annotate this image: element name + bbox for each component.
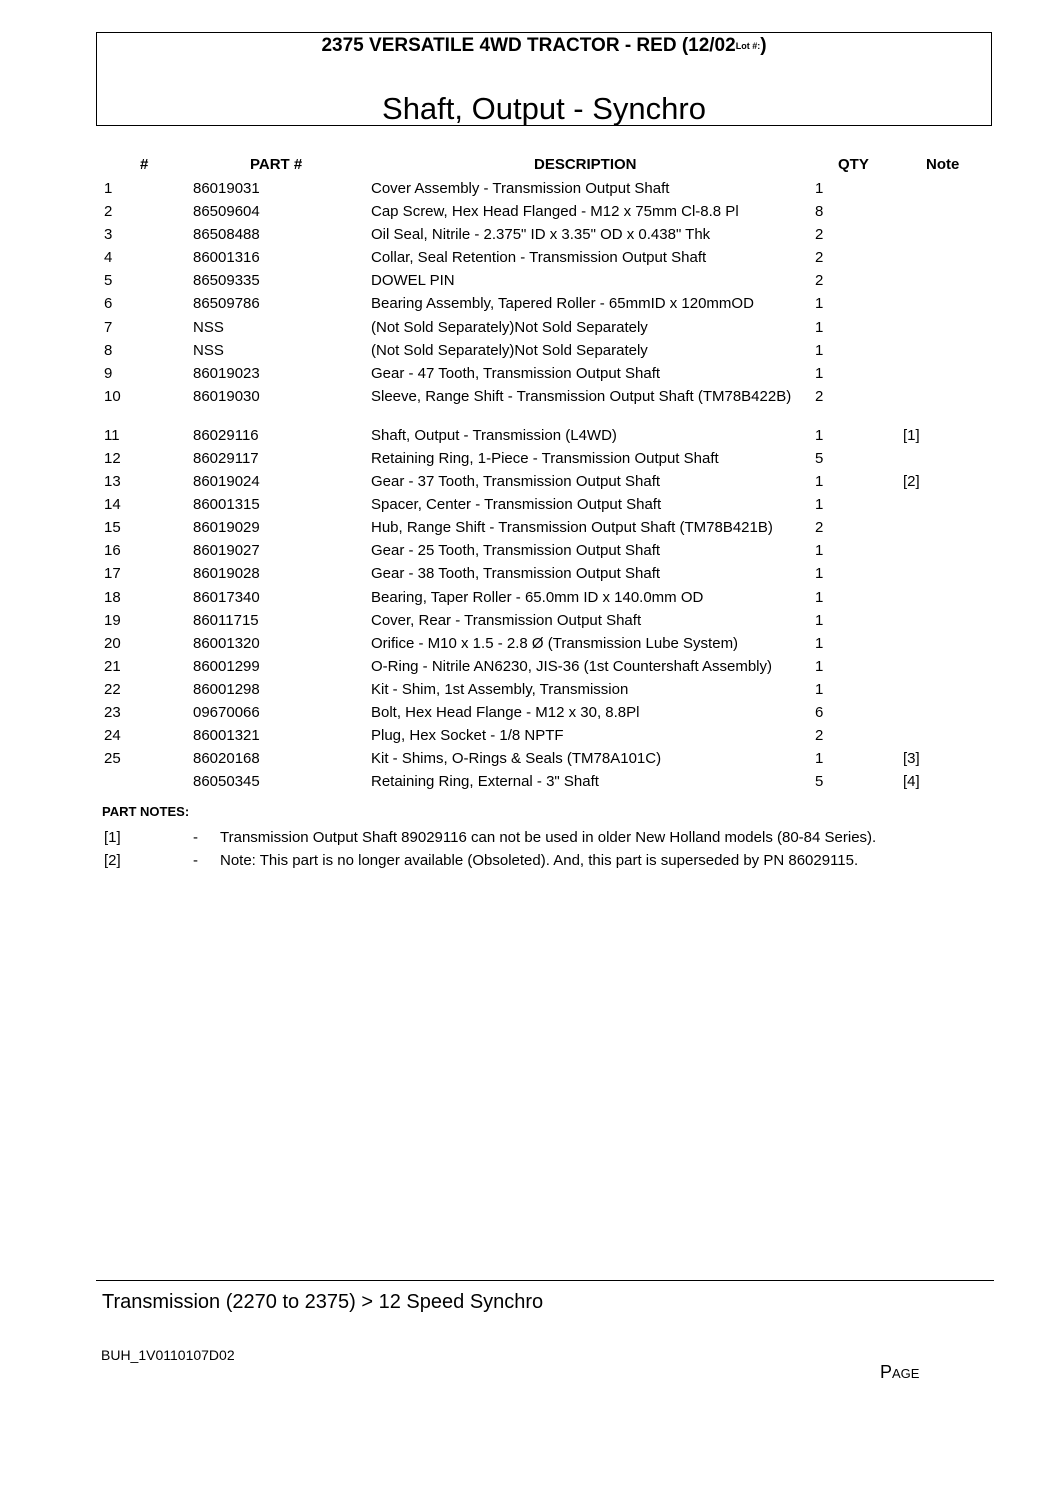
item-number: 19 xyxy=(104,611,121,629)
note-ref: [1] xyxy=(903,426,920,444)
part-description: Sleeve, Range Shift - Transmission Output Shaft (TM78B422B) xyxy=(371,387,792,405)
part-description: Retaining Ring, 1-Piece - Transmission Output Shaft xyxy=(371,449,719,467)
table-row xyxy=(0,587,1060,610)
quantity: 2 xyxy=(815,226,824,244)
item-number: 9 xyxy=(104,364,113,382)
quantity: 1 xyxy=(815,750,824,768)
part-description: (Not Sold Separately)Not Sold Separately xyxy=(371,318,648,336)
quantity: 2 xyxy=(815,727,824,745)
table-row xyxy=(0,425,1060,448)
part-description: Plug, Hex Socket - 1/8 NPTF xyxy=(371,727,564,745)
table-row xyxy=(0,771,1060,794)
item-number: 18 xyxy=(104,588,121,606)
note-row xyxy=(0,852,1060,874)
part-number: 86508488 xyxy=(193,226,260,244)
part-number: 86029117 xyxy=(193,449,259,467)
item-number: 11 xyxy=(104,426,120,444)
part-number: NSS xyxy=(193,318,224,336)
quantity: 1 xyxy=(815,364,824,382)
part-description: Cap Screw, Hex Head Flanged - M12 x 75mm Cl-8.8 Pl xyxy=(371,203,739,221)
quantity: 1 xyxy=(815,565,824,583)
quantity: 2 xyxy=(815,249,824,267)
table-row xyxy=(0,270,1060,293)
part-number: 86001320 xyxy=(193,634,260,652)
item-number: 23 xyxy=(104,703,121,721)
quantity: 5 xyxy=(815,773,824,791)
table-row xyxy=(0,748,1060,771)
part-description: Bearing Assembly, Tapered Roller - 65mmID x 120mmOD xyxy=(371,295,754,313)
footer-divider xyxy=(96,1280,994,1281)
item-number: 12 xyxy=(104,449,121,467)
part-number: 86019024 xyxy=(193,473,260,491)
part-notes-label: PART NOTES: xyxy=(102,804,190,819)
table-row xyxy=(0,363,1060,386)
quantity: 1 xyxy=(815,680,824,698)
quantity: 1 xyxy=(815,295,824,313)
page-subtitle: Shaft, Output - Synchro xyxy=(382,91,706,126)
item-number: 2 xyxy=(104,203,113,221)
note-ref: [2] xyxy=(903,473,920,491)
quantity: 1 xyxy=(815,341,824,359)
part-description: Cover Assembly - Transmission Output Shaft xyxy=(371,180,670,197)
column-header-num: # xyxy=(140,156,149,173)
part-description: Collar, Seal Retention - Transmission Output Shaft xyxy=(371,249,707,267)
quantity: 1 xyxy=(815,496,824,514)
quantity: 1 xyxy=(815,426,824,444)
column-header-qty: QTY xyxy=(838,156,869,173)
part-number: 86050345 xyxy=(193,773,260,791)
part-number: 86029116 xyxy=(193,426,259,444)
note-ref: [1] xyxy=(104,829,121,846)
item-number: 21 xyxy=(104,657,121,675)
quantity: 2 xyxy=(815,519,824,537)
table-row xyxy=(0,679,1060,702)
quantity: 1 xyxy=(815,318,824,336)
item-number: 15 xyxy=(104,519,121,537)
document-title-text: 2375 VERSATILE 4WD TRACTOR - RED (12/02 xyxy=(321,35,736,56)
item-number: 10 xyxy=(104,387,121,405)
part-number: 86017340 xyxy=(193,588,260,606)
table-row xyxy=(0,702,1060,725)
part-number: 86001321 xyxy=(193,727,260,745)
part-description: Bearing, Taper Roller - 65.0mm ID x 140.0mm OD xyxy=(371,588,704,606)
table-row xyxy=(0,178,1060,201)
column-header-note: Note xyxy=(926,156,960,173)
note-dash: - xyxy=(193,829,198,846)
quantity: 1 xyxy=(815,473,824,491)
part-number: 86019029 xyxy=(193,519,260,537)
part-description: Orifice - M10 x 1.5 - 2.8 Ø (Transmission Lube System) xyxy=(371,634,739,652)
part-number: 86001315 xyxy=(193,496,260,514)
part-number: 86011715 xyxy=(193,611,259,629)
item-number: 3 xyxy=(104,226,113,244)
quantity: 1 xyxy=(815,542,824,560)
table-row xyxy=(0,656,1060,679)
note-row xyxy=(0,829,1060,851)
table-row xyxy=(0,201,1060,224)
quantity: 2 xyxy=(815,272,824,290)
table-row xyxy=(0,386,1060,425)
part-number: 86001299 xyxy=(193,657,260,675)
page-label: Page xyxy=(880,1362,920,1382)
item-number: 24 xyxy=(104,727,121,745)
column-header-part: PART # xyxy=(250,156,303,173)
part-description: Gear - 25 Tooth, Transmission Output Shaft xyxy=(371,542,661,560)
item-number: 1 xyxy=(104,180,113,197)
part-description: Cover, Rear - Transmission Output Shaft xyxy=(371,611,642,629)
table-row xyxy=(0,610,1060,633)
quantity: 1 xyxy=(815,657,824,675)
item-number: 4 xyxy=(104,249,113,267)
part-number: 09670066 xyxy=(193,703,260,721)
part-number: 86019027 xyxy=(193,542,260,560)
part-description: Shaft, Output - Transmission (L4WD) xyxy=(371,426,617,444)
item-number: 20 xyxy=(104,634,121,652)
note-ref: [4] xyxy=(903,773,920,791)
part-number: NSS xyxy=(193,341,224,359)
document-title xyxy=(97,35,991,57)
quantity: 2 xyxy=(815,387,824,405)
part-number: 86509335 xyxy=(193,272,260,290)
header-box xyxy=(96,32,992,126)
quantity: 1 xyxy=(815,634,824,652)
part-number: 86509604 xyxy=(193,203,260,221)
part-number: 86019028 xyxy=(193,565,260,583)
part-description: O-Ring - Nitrile AN6230, JIS-36 (1st Countershaft Assembly) xyxy=(371,657,772,675)
part-description: Oil Seal, Nitrile - 2.375" ID x 3.35" OD x 0.438" Thk xyxy=(371,226,711,244)
part-number: 86509786 xyxy=(193,295,260,313)
quantity: 8 xyxy=(815,203,824,221)
item-number: 25 xyxy=(104,750,121,768)
part-number: 86019023 xyxy=(193,364,260,382)
part-number: 86001316 xyxy=(193,249,260,267)
part-description: Spacer, Center - Transmission Output Shaft xyxy=(371,496,662,514)
quantity: 6 xyxy=(815,703,824,721)
part-description: Hub, Range Shift - Transmission Output Shaft (TM78B421B) xyxy=(371,519,773,537)
part-number: 86020168 xyxy=(193,750,260,768)
note-dash: - xyxy=(193,852,198,869)
note-text: Transmission Output Shaft 89029116 can not be used in older New Holland models (80-84 Series). xyxy=(220,829,877,846)
table-row xyxy=(0,540,1060,563)
lot-label: Lot #: xyxy=(735,40,761,51)
item-number: 14 xyxy=(104,496,121,514)
item-number: 22 xyxy=(104,680,121,698)
note-ref: [2] xyxy=(104,852,121,869)
quantity: 5 xyxy=(815,449,824,467)
table-row xyxy=(0,471,1060,494)
part-number: 86001298 xyxy=(193,680,260,698)
note-text: Note: This part is no longer available (Obsoleted). And, this part is superseded by PN 86029115. xyxy=(220,852,859,869)
part-description: (Not Sold Separately)Not Sold Separately xyxy=(371,341,648,359)
note-ref: [3] xyxy=(903,750,920,768)
table-row xyxy=(0,517,1060,540)
table-row xyxy=(0,293,1060,316)
table-row xyxy=(0,494,1060,517)
table-row xyxy=(0,563,1060,586)
column-header-description: DESCRIPTION xyxy=(534,156,637,173)
part-description: Gear - 47 Tooth, Transmission Output Shaft xyxy=(371,364,661,382)
part-description: Kit - Shim, 1st Assembly, Transmission xyxy=(371,680,629,698)
table-row xyxy=(0,317,1060,340)
item-number: 17 xyxy=(104,565,121,583)
parts-table xyxy=(0,178,1060,794)
part-description: Bolt, Hex Head Flange - M12 x 30, 8.8Pl xyxy=(371,703,640,721)
part-description: Gear - 37 Tooth, Transmission Output Shaft xyxy=(371,473,661,491)
table-row xyxy=(0,340,1060,363)
item-number: 5 xyxy=(104,272,113,290)
item-number: 13 xyxy=(104,473,121,491)
part-description: Retaining Ring, External - 3" Shaft xyxy=(371,773,599,791)
item-number: 7 xyxy=(104,318,113,336)
part-description: Kit - Shims, O-Rings & Seals (TM78A101C) xyxy=(371,750,662,768)
document-code: BUH_1V0110107D02 xyxy=(101,1347,235,1363)
quantity: 1 xyxy=(815,180,824,197)
quantity: 1 xyxy=(815,588,824,606)
item-number: 8 xyxy=(104,341,113,359)
document-title-end: ) xyxy=(760,35,767,56)
part-description: Gear - 38 Tooth, Transmission Output Shaft xyxy=(371,565,661,583)
item-number: 16 xyxy=(104,542,121,560)
part-number: 86019031 xyxy=(193,180,260,197)
table-row xyxy=(0,725,1060,748)
breadcrumb: Transmission (2270 to 2375) > 12 Speed Synchro xyxy=(102,1291,544,1313)
part-description: DOWEL PIN xyxy=(371,272,455,290)
table-row xyxy=(0,224,1060,247)
table-row xyxy=(0,448,1060,471)
table-row xyxy=(0,633,1060,656)
quantity: 1 xyxy=(815,611,824,629)
table-row xyxy=(0,247,1060,270)
item-number: 6 xyxy=(104,295,113,313)
part-number: 86019030 xyxy=(193,387,260,405)
